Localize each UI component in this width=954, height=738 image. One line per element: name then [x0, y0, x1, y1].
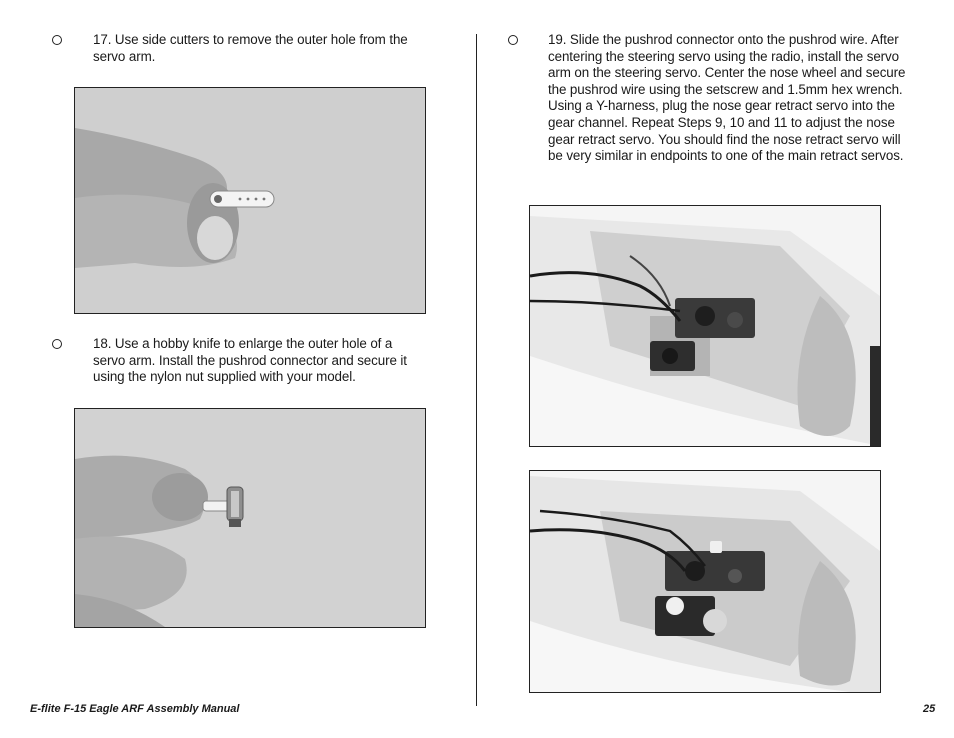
photo-nose-retract-servo [529, 470, 881, 693]
step-18-checkbox[interactable] [52, 339, 62, 349]
step-19-text: 19. Slide the pushrod connector onto the pushrod wire. After centering the steering servo using the radio, install the servo arm on the steering servo. Center the nose wheel and secure the pushrod wire using the setscrew and 1.5mm hex wrench. Using a Y-harness, plug the nose gear retract servo into the gear channel. Repeat Steps 9, 10 and 11 to adjust the nose gear retract servo. You should find the nose retract servo will be very similar in endpoints to one of the main retract servos. [548, 32, 906, 164]
step-17-text: 17. Use side cutters to remove the outer hole from the servo arm. [93, 32, 408, 64]
step-18-text: 18. Use a hobby knife to enlarge the outer hole of a servo arm. Install the pushrod connector and secure it using the nylon nut supplied with your model. [93, 336, 407, 385]
photo-servo-arm-cut [74, 87, 426, 314]
step-19-checkbox[interactable] [508, 35, 518, 45]
column-divider [476, 34, 477, 706]
step-17-checkbox[interactable] [52, 35, 62, 45]
page-number: 25 [923, 703, 936, 715]
photo-steering-servo-installed [529, 205, 881, 447]
footer-manual-title: E-flite F-15 Eagle ARF Assembly Manual [30, 703, 240, 715]
photo-pushrod-connector [74, 408, 426, 628]
